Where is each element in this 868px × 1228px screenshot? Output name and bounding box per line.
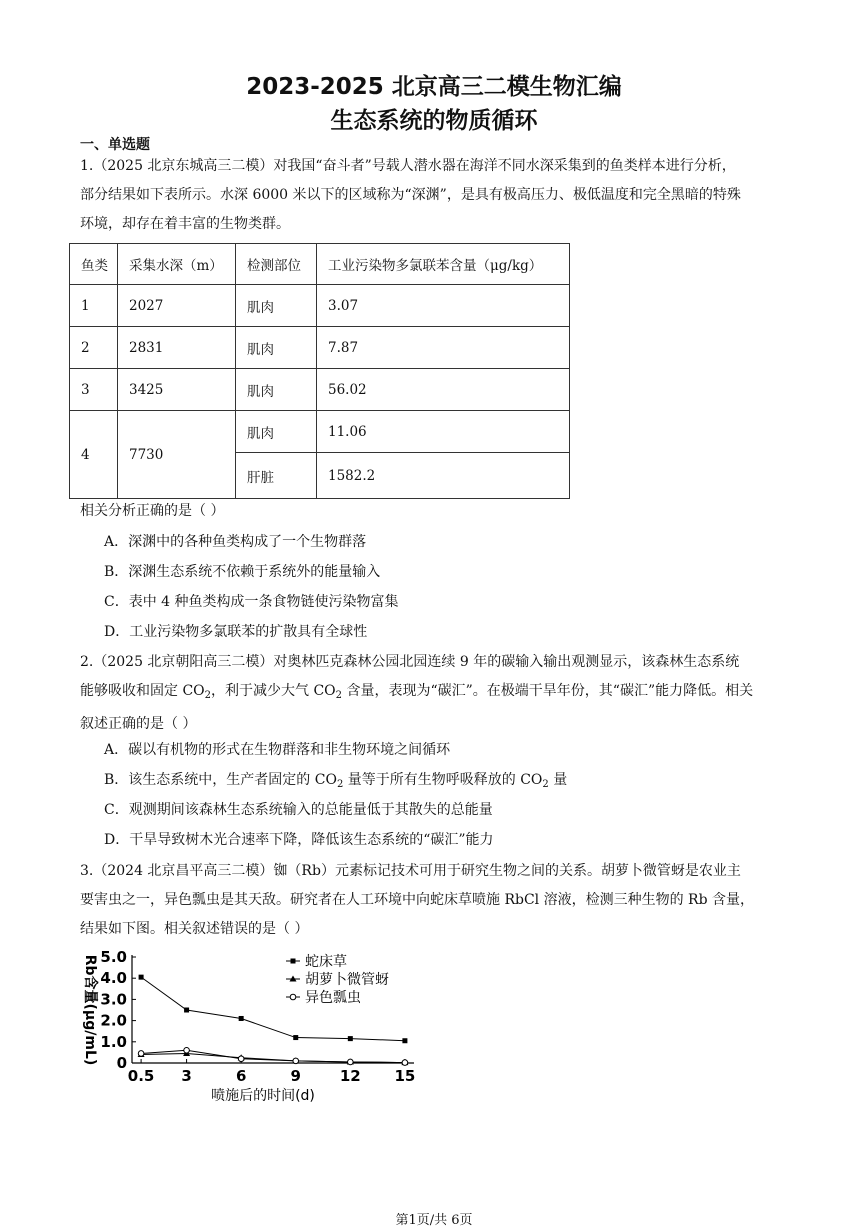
table-cell: 肌肉 bbox=[236, 369, 317, 411]
legend-marker bbox=[291, 959, 296, 964]
legend-label: 胡萝卜微管蚜 bbox=[305, 972, 389, 988]
table-cell: 3 bbox=[70, 369, 118, 411]
table-cell: 肌肉 bbox=[236, 327, 317, 369]
data-point bbox=[138, 1051, 144, 1057]
q1-question: 相关分析正确的是（ ） bbox=[80, 503, 225, 519]
table-row bbox=[70, 327, 570, 369]
data-point bbox=[184, 1008, 189, 1013]
q3-stem-line1: 3.（2024 北京昌平高三二模）铷（Rb）元素标记技术可用于研究生物之间的关系。胡萝卜微管蚜是农业主 bbox=[80, 863, 741, 879]
data-point bbox=[348, 1036, 353, 1041]
q2-stem-line3: 叙述正确的是（ ） bbox=[80, 716, 197, 732]
table-cell: 2831 bbox=[118, 327, 236, 369]
data-point bbox=[184, 1047, 190, 1053]
series-line bbox=[141, 1053, 405, 1062]
q1-option-d[interactable]: D．工业污染物多氯联苯的扩散具有全球性 bbox=[104, 624, 368, 640]
page-footer: 第1页/共 6页 bbox=[395, 1213, 473, 1228]
x-tick-label: 3 bbox=[181, 1067, 192, 1085]
x-tick-label: 15 bbox=[394, 1067, 416, 1085]
table-header-cell: 工业污染物多氯联苯含量（μg/kg） bbox=[317, 244, 570, 285]
table-row bbox=[70, 369, 570, 411]
table-header-cell: 鱼类 bbox=[70, 244, 118, 285]
q3-stem-line3: 结果如下图。相关叙述错误的是（ ） bbox=[80, 921, 309, 937]
table-cell: 7.87 bbox=[317, 327, 570, 369]
q2-option-a[interactable]: A．碳以有机物的形式在生物群落和非生物环境之间循环 bbox=[104, 742, 451, 758]
data-point bbox=[402, 1060, 408, 1066]
y-tick-label: 0 bbox=[116, 1054, 127, 1072]
series-line bbox=[141, 1050, 405, 1062]
q3-stem-line2: 要害虫之一，异色瓢虫是其天敌。研究者在人工环境中向蛇床草喷施 RbCl 溶液，检测三种生物的 Rb 含量， bbox=[80, 892, 754, 908]
paper-subtitle: 生态系统的物质循环 bbox=[330, 108, 538, 134]
x-tick-label: 6 bbox=[235, 1067, 247, 1085]
y-tick-label: 5.0 bbox=[100, 948, 127, 966]
q1-option-b[interactable]: B．深渊生态系统不依赖于系统外的能量输入 bbox=[104, 564, 381, 580]
section-heading: 一、单选题 bbox=[80, 137, 150, 153]
q2-stem-line1: 2.（2025 北京朝阳高三二模）对奥林匹克森林公园北园连续 9 年的碳输入输出观测显示，该森林生态系统 bbox=[80, 654, 740, 670]
x-axis-label: 喷施后的时间(d) bbox=[211, 1088, 315, 1104]
q2-option-d[interactable]: D．干旱导致树木光合速率下降，降低该生态系统的“碳汇”能力 bbox=[104, 832, 494, 848]
table-row bbox=[70, 411, 570, 453]
data-point bbox=[348, 1059, 354, 1065]
q1-stem bbox=[80, 152, 792, 239]
data-point bbox=[293, 1035, 298, 1040]
table-cell: 2027 bbox=[118, 285, 236, 327]
q2-option-b[interactable]: B．该生态系统中，生产者固定的 $CO_2$ 量等于所有生物呼吸释放的 $CO_2$ 量 bbox=[104, 772, 568, 790]
table-header-cell: 检测部位 bbox=[236, 244, 317, 285]
table-cell: 4 bbox=[70, 411, 118, 499]
fish-data-table bbox=[69, 243, 570, 499]
q2-stem-line2: 能够吸收和固定 $CO_2$，利于减少大气 $CO_2$ 含量，表现为“碳汇”。在极端干旱年份，其“碳汇”能力降低。相关 bbox=[80, 683, 754, 701]
data-point bbox=[293, 1058, 299, 1064]
y-tick-label: 2.0 bbox=[100, 1011, 127, 1030]
paper-title: 2023-2025 北京高三二模生物汇编 bbox=[246, 74, 622, 100]
q3-stem bbox=[80, 857, 792, 944]
table-header-cell: 采集水深（m） bbox=[118, 244, 236, 285]
x-tick-label: 9 bbox=[290, 1067, 301, 1085]
q1-stem-line3: 环境，却存在着丰富的生物类群。 bbox=[80, 216, 290, 232]
q1-option-c[interactable]: C．表中 4 种鱼类构成一条食物链使污染物富集 bbox=[104, 594, 399, 610]
q1-stem-line2: 部分结果如下表所示。水深 6000 米以下的区域称为“深渊”，是具有极高压力、极低温度和完全黑暗的特殊 bbox=[80, 187, 741, 203]
x-tick-label: 12 bbox=[339, 1067, 361, 1085]
q1-stem-line1: 1.（2025 北京东城高三二模）对我国“奋斗者”号载人潜水器在海洋不同水深采集到的鱼类样本进行分析， bbox=[80, 158, 736, 174]
legend-label: 蛇床草 bbox=[305, 954, 347, 970]
table-cell: 11.06 bbox=[317, 411, 570, 453]
legend-label: 异色瓢虫 bbox=[305, 990, 361, 1006]
table-row bbox=[70, 285, 570, 327]
y-axis-label: Rb含量(μg/mL) bbox=[82, 954, 98, 1066]
legend-marker bbox=[290, 994, 296, 1000]
q2-option-c[interactable]: C．观测期间该森林生态系统输入的总能量低于其散失的总能量 bbox=[104, 802, 493, 818]
table-cell: 1582.2 bbox=[317, 453, 570, 499]
y-tick-label: 3.0 bbox=[100, 990, 127, 1009]
table-cell: 肌肉 bbox=[236, 285, 317, 327]
table-cell: 56.02 bbox=[317, 369, 570, 411]
x-tick-label: 0.5 bbox=[127, 1067, 155, 1085]
rb-content-chart bbox=[76, 945, 421, 1105]
y-tick-label: 1.0 bbox=[100, 1032, 127, 1051]
table-cell: 3425 bbox=[118, 369, 236, 411]
table-header-row bbox=[70, 244, 570, 285]
q1-option-a[interactable]: A．深渊中的各种鱼类构成了一个生物群落 bbox=[104, 534, 367, 550]
table-cell: 1 bbox=[70, 285, 118, 327]
table-cell: 2 bbox=[70, 327, 118, 369]
y-tick-label: 4.0 bbox=[100, 969, 127, 988]
data-point bbox=[402, 1038, 407, 1043]
data-point bbox=[238, 1056, 244, 1062]
table-cell: 3.07 bbox=[317, 285, 570, 327]
q2-stem bbox=[80, 648, 792, 739]
data-point bbox=[139, 975, 144, 980]
table-cell: 肌肉 bbox=[236, 411, 317, 453]
data-point bbox=[239, 1016, 244, 1021]
table-cell: 肝脏 bbox=[236, 453, 317, 499]
table-cell: 7730 bbox=[118, 411, 236, 499]
